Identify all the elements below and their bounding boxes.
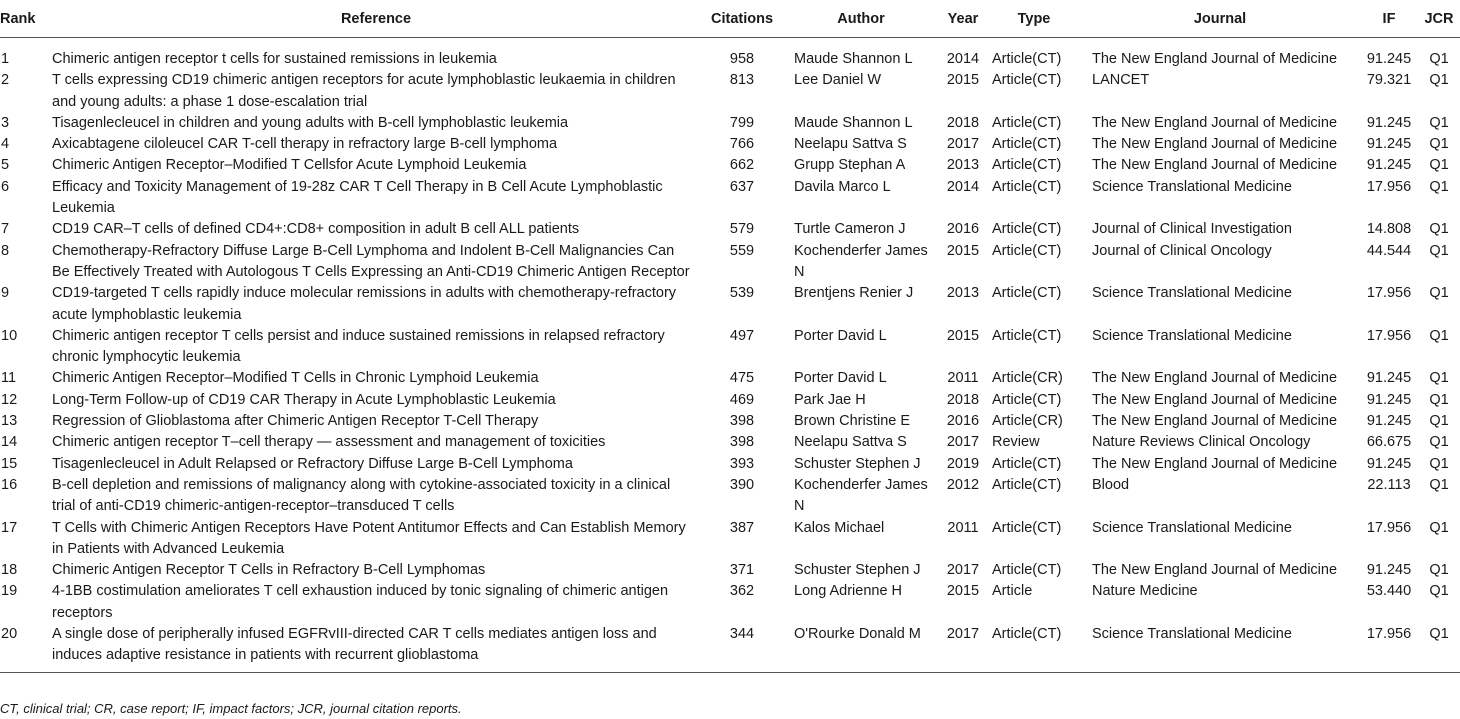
table-row bbox=[0, 475, 1460, 518]
cell-citations: 344 bbox=[729, 626, 755, 643]
cell-if: 66.675 bbox=[1366, 434, 1412, 451]
table-row bbox=[0, 581, 1460, 624]
cell-rank: 19 bbox=[1, 583, 18, 600]
table-row bbox=[0, 134, 1460, 155]
header-reference: Reference bbox=[52, 0, 700, 38]
cell-type: Article(CT) bbox=[992, 178, 1062, 195]
cell-rank: 2 bbox=[1, 72, 10, 89]
cell-author: Maude Shannon L bbox=[794, 114, 913, 131]
cell-author: Porter David L bbox=[794, 327, 887, 344]
table-row bbox=[0, 432, 1460, 453]
cell-reference: Axicabtagene ciloleucel CAR T-cell therapy in refractory large B-cell lymphoma bbox=[52, 136, 558, 153]
cell-jcr: Q1 bbox=[1429, 476, 1449, 493]
cell-citations: 398 bbox=[729, 434, 755, 451]
cell-type: Article(CT) bbox=[992, 72, 1062, 89]
cell-rank: 7 bbox=[1, 221, 10, 238]
cell-rank: 14 bbox=[1, 434, 18, 451]
cell-rank: 18 bbox=[1, 562, 18, 579]
cell-type: Article(CT) bbox=[992, 455, 1062, 472]
cell-author: Neelapu Sattva S bbox=[794, 136, 907, 153]
cell-journal: The New England Journal of Medicine bbox=[1092, 370, 1338, 387]
cell-type: Article(CT) bbox=[992, 626, 1062, 643]
table-row bbox=[0, 411, 1460, 432]
cell-author: Brown Christine E bbox=[794, 413, 911, 430]
cell-year: 2015 bbox=[946, 72, 980, 89]
cell-jcr: Q1 bbox=[1429, 391, 1449, 408]
cell-journal: Journal of Clinical Oncology bbox=[1092, 242, 1272, 259]
cell-if: 91.245 bbox=[1366, 136, 1412, 153]
cell-journal: Science Translational Medicine bbox=[1092, 178, 1292, 195]
cell-reference: A single dose of peripherally infused EGFRvIII-directed CAR T cells mediates antigen loss and induces adaptive resistance in patients with recurrent glioblastoma bbox=[52, 626, 657, 664]
table-row bbox=[0, 454, 1460, 475]
cell-year: 2017 bbox=[946, 626, 980, 643]
header-jcr: JCR bbox=[1418, 0, 1460, 38]
cell-if: 17.956 bbox=[1366, 626, 1412, 643]
cell-author: Kalos Michael bbox=[794, 519, 885, 536]
cell-reference: Chimeric Antigen Receptor–Modified T Cellsfor Acute Lymphoid Leukemia bbox=[52, 157, 527, 174]
cell-journal: Science Translational Medicine bbox=[1092, 285, 1292, 302]
cell-reference: Chimeric antigen receptor T–cell therapy — assessment and management of toxicities bbox=[52, 434, 606, 451]
cell-year: 2013 bbox=[946, 157, 980, 174]
cell-jcr: Q1 bbox=[1429, 455, 1449, 472]
cell-journal: The New England Journal of Medicine bbox=[1092, 455, 1338, 472]
cell-citations: 362 bbox=[729, 583, 755, 600]
cell-author: Kochenderfer James N bbox=[794, 242, 928, 280]
cell-reference: Chimeric antigen receptor t cells for sustained remissions in leukemia bbox=[52, 51, 497, 67]
cell-journal: Nature Medicine bbox=[1092, 583, 1198, 600]
cell-rank: 10 bbox=[1, 327, 18, 344]
cell-type: Article(CT) bbox=[992, 51, 1062, 67]
cell-jcr: Q1 bbox=[1429, 51, 1449, 67]
cell-year: 2017 bbox=[946, 434, 980, 451]
cell-jcr: Q1 bbox=[1429, 626, 1449, 643]
table-body bbox=[0, 38, 1460, 673]
cell-author: Schuster Stephen J bbox=[794, 562, 921, 579]
cell-journal: The New England Journal of Medicine bbox=[1092, 157, 1338, 174]
cell-author: Neelapu Sattva S bbox=[794, 434, 907, 451]
header-type: Type bbox=[988, 0, 1080, 38]
cell-citations: 539 bbox=[729, 285, 755, 302]
cell-year: 2018 bbox=[946, 391, 980, 408]
cell-reference: T Cells with Chimeric Antigen Receptors Have Potent Antitumor Effects and Can Establish Memory in Patients with Advanced Leukemia bbox=[52, 519, 686, 557]
cell-citations: 958 bbox=[729, 51, 755, 67]
cell-citations: 579 bbox=[729, 221, 755, 238]
cell-reference: B-cell depletion and remissions of malignancy along with cytokine-associated toxicity in a clinical trial of anti-CD19 chimeric-antigen-receptor–transduced T cells bbox=[52, 476, 671, 515]
cell-author: Maude Shannon L bbox=[794, 51, 913, 67]
cell-year: 2013 bbox=[946, 285, 980, 302]
header-if: IF bbox=[1360, 0, 1418, 38]
cell-journal: The New England Journal of Medicine bbox=[1092, 391, 1338, 408]
cell-year: 2015 bbox=[946, 583, 980, 600]
cell-type: Article(CT) bbox=[992, 519, 1062, 536]
cell-year: 2011 bbox=[947, 519, 979, 536]
cell-type: Article(CT) bbox=[992, 221, 1062, 238]
cell-author: Long Adrienne H bbox=[794, 583, 903, 600]
cell-journal: The New England Journal of Medicine bbox=[1092, 562, 1338, 579]
cell-citations: 813 bbox=[729, 72, 755, 89]
cell-year: 2017 bbox=[946, 136, 980, 153]
cell-citations: 497 bbox=[729, 327, 755, 344]
table-footnote: CT, clinical trial; CR, case report; IF, impact factors; JCR, journal citation reports. bbox=[0, 701, 462, 716]
table-row bbox=[0, 38, 1460, 71]
cell-rank: 1 bbox=[1, 51, 10, 67]
cell-year: 2016 bbox=[946, 221, 980, 238]
cell-rank: 5 bbox=[1, 157, 10, 174]
cell-rank: 9 bbox=[1, 285, 10, 302]
cell-journal: The New England Journal of Medicine bbox=[1092, 413, 1338, 430]
cell-jcr: Q1 bbox=[1429, 583, 1449, 600]
cell-jcr: Q1 bbox=[1429, 114, 1449, 131]
cell-jcr: Q1 bbox=[1429, 434, 1449, 451]
cell-jcr: Q1 bbox=[1429, 157, 1449, 174]
cell-citations: 469 bbox=[729, 391, 755, 408]
cell-journal: Science Translational Medicine bbox=[1092, 626, 1292, 643]
cell-reference: 4-1BB costimulation ameliorates T cell exhaustion induced by tonic signaling of chimeric antigen receptors bbox=[52, 583, 669, 621]
cell-year: 2015 bbox=[946, 327, 980, 344]
cell-journal: Blood bbox=[1092, 476, 1130, 493]
cell-if: 91.245 bbox=[1366, 114, 1412, 131]
cell-if: 91.245 bbox=[1366, 391, 1412, 408]
cell-year: 2019 bbox=[946, 455, 980, 472]
cell-rank: 17 bbox=[1, 519, 18, 536]
cell-citations: 799 bbox=[729, 114, 755, 131]
cell-reference: CD19-targeted T cells rapidly induce molecular remissions in adults with chemotherapy-refractory acute lymphoblastic leukemia bbox=[52, 285, 677, 323]
cell-if: 91.245 bbox=[1366, 413, 1412, 430]
cell-type: Article(CR) bbox=[992, 370, 1063, 387]
cell-reference: Chemotherapy-Refractory Diffuse Large B-Cell Lymphoma and Indolent B-Cell Malignancies Can Be Effectively Treated with Autologous T Cells Expressing an Anti-CD19 Chimeric Antigen Receptor bbox=[52, 242, 690, 280]
table-row bbox=[0, 113, 1460, 134]
cell-reference: T cells expressing CD19 chimeric antigen receptors for acute lymphoblastic leukaemia in children and young adults: a phase 1 dose-escalation trial bbox=[52, 72, 676, 110]
cell-type: Article(CT) bbox=[992, 242, 1062, 259]
cell-citations: 559 bbox=[729, 242, 755, 259]
cell-rank: 3 bbox=[1, 114, 10, 131]
header-rank: Rank bbox=[0, 0, 52, 38]
cell-author: Turtle Cameron J bbox=[794, 221, 906, 238]
cell-if: 91.245 bbox=[1366, 370, 1412, 387]
cell-jcr: Q1 bbox=[1429, 72, 1449, 89]
table-row bbox=[0, 283, 1460, 326]
cell-jcr: Q1 bbox=[1429, 136, 1449, 153]
table-row bbox=[0, 70, 1460, 113]
cell-citations: 475 bbox=[729, 370, 755, 387]
cell-journal: The New England Journal of Medicine bbox=[1092, 136, 1338, 153]
cell-year: 2014 bbox=[946, 51, 980, 67]
cell-author: Porter David L bbox=[794, 370, 887, 387]
cell-year: 2018 bbox=[946, 114, 980, 131]
table-row bbox=[0, 368, 1460, 389]
cell-if: 17.956 bbox=[1366, 178, 1412, 195]
cell-year: 2016 bbox=[946, 413, 980, 430]
cell-if: 17.956 bbox=[1366, 519, 1412, 536]
cell-type: Article(CT) bbox=[992, 114, 1062, 131]
cell-author: Grupp Stephan A bbox=[794, 157, 906, 174]
table-row bbox=[0, 219, 1460, 240]
cell-if: 17.956 bbox=[1366, 285, 1412, 302]
cell-type: Article(CT) bbox=[992, 327, 1062, 344]
cell-citations: 662 bbox=[729, 157, 755, 174]
cell-year: 2012 bbox=[946, 476, 980, 493]
cell-jcr: Q1 bbox=[1429, 285, 1449, 302]
cell-citations: 398 bbox=[729, 413, 755, 430]
cell-rank: 6 bbox=[1, 178, 10, 195]
cell-rank: 20 bbox=[1, 626, 18, 643]
cell-type: Article bbox=[992, 583, 1033, 600]
cell-reference: Chimeric Antigen Receptor T Cells in Refractory B-Cell Lymphomas bbox=[52, 562, 486, 579]
cell-type: Article(CT) bbox=[992, 157, 1062, 174]
table-header bbox=[0, 0, 1460, 38]
table-row bbox=[0, 560, 1460, 581]
cell-author: Park Jae H bbox=[794, 391, 866, 408]
cell-jcr: Q1 bbox=[1429, 370, 1449, 387]
table-row bbox=[0, 177, 1460, 220]
cell-author: Brentjens Renier J bbox=[794, 285, 914, 302]
cell-type: Article(CT) bbox=[992, 285, 1062, 302]
cell-jcr: Q1 bbox=[1429, 221, 1449, 238]
cell-reference: CD19 CAR–T cells of defined CD4+:CD8+ composition in adult B cell ALL patients bbox=[52, 221, 580, 238]
cell-year: 2011 bbox=[947, 370, 979, 387]
cell-jcr: Q1 bbox=[1429, 562, 1449, 579]
cell-author: O'Rourke Donald M bbox=[794, 626, 921, 643]
cell-journal: The New England Journal of Medicine bbox=[1092, 51, 1338, 67]
cell-reference: Long-Term Follow-up of CD19 CAR Therapy in Acute Lymphoblastic Leukemia bbox=[52, 391, 556, 408]
cell-journal: Science Translational Medicine bbox=[1092, 519, 1292, 536]
cell-type: Article(CT) bbox=[992, 136, 1062, 153]
cell-year: 2015 bbox=[946, 242, 980, 259]
table-row bbox=[0, 624, 1460, 672]
cell-author: Kochenderfer James N bbox=[794, 476, 928, 515]
cell-citations: 766 bbox=[729, 136, 755, 153]
cell-rank: 15 bbox=[1, 455, 18, 472]
cell-author: Schuster Stephen J bbox=[794, 455, 921, 472]
cell-jcr: Q1 bbox=[1429, 413, 1449, 430]
cell-if: 44.544 bbox=[1366, 242, 1412, 259]
cell-rank: 13 bbox=[1, 413, 18, 430]
cell-if: 91.245 bbox=[1366, 562, 1412, 579]
header-author: Author bbox=[784, 0, 938, 38]
cell-if: 53.440 bbox=[1366, 583, 1412, 600]
cell-rank: 11 bbox=[1, 370, 17, 387]
cell-type: Article(CR) bbox=[992, 413, 1063, 430]
cell-author: Davila Marco L bbox=[794, 178, 891, 195]
cell-journal: The New England Journal of Medicine bbox=[1092, 114, 1338, 131]
cell-reference: Chimeric antigen receptor T cells persist and induce sustained remissions in relapsed refractory chronic lymphocytic leukemia bbox=[52, 327, 665, 366]
cell-reference: Chimeric Antigen Receptor–Modified T Cells in Chronic Lymphoid Leukemia bbox=[52, 370, 539, 387]
cell-if: 91.245 bbox=[1366, 455, 1412, 472]
table-row bbox=[0, 241, 1460, 284]
cell-rank: 16 bbox=[1, 476, 18, 493]
cell-year: 2014 bbox=[946, 178, 980, 195]
cell-journal: Science Translational Medicine bbox=[1092, 327, 1292, 344]
table-row bbox=[0, 326, 1460, 369]
cell-jcr: Q1 bbox=[1429, 178, 1449, 195]
table-row bbox=[0, 518, 1460, 561]
cell-reference: Tisagenlecleucel in Adult Relapsed or Refractory Diffuse Large B-Cell Lymphoma bbox=[52, 455, 573, 472]
cell-citations: 371 bbox=[729, 562, 755, 579]
cell-journal: LANCET bbox=[1092, 72, 1150, 89]
cell-type: Review bbox=[992, 434, 1040, 451]
cell-citations: 390 bbox=[729, 476, 755, 493]
cell-author: Lee Daniel W bbox=[794, 72, 882, 89]
cell-citations: 387 bbox=[729, 519, 755, 536]
cell-if: 79.321 bbox=[1366, 72, 1412, 89]
cell-type: Article(CT) bbox=[992, 476, 1062, 493]
header-journal: Journal bbox=[1080, 0, 1360, 38]
cell-rank: 8 bbox=[1, 242, 10, 259]
cell-if: 17.956 bbox=[1366, 327, 1412, 344]
cell-journal: Journal of Clinical Investigation bbox=[1092, 221, 1292, 238]
table-row bbox=[0, 155, 1460, 176]
cell-jcr: Q1 bbox=[1429, 519, 1449, 536]
cell-citations: 393 bbox=[729, 455, 755, 472]
table-row bbox=[0, 390, 1460, 411]
cell-if: 22.113 bbox=[1367, 476, 1411, 493]
cell-if: 91.245 bbox=[1366, 157, 1412, 174]
cell-if: 91.245 bbox=[1366, 51, 1412, 67]
cell-rank: 12 bbox=[1, 391, 18, 408]
cell-jcr: Q1 bbox=[1429, 327, 1449, 344]
header-row bbox=[0, 0, 1460, 38]
header-citations: Citations bbox=[700, 0, 784, 38]
cell-reference: Tisagenlecleucel in children and young adults with B-cell lymphoblastic leukemia bbox=[52, 114, 569, 131]
cell-citations: 637 bbox=[729, 178, 755, 195]
cell-jcr: Q1 bbox=[1429, 242, 1449, 259]
cell-rank: 4 bbox=[1, 136, 10, 153]
cell-type: Article(CT) bbox=[992, 391, 1062, 408]
cell-journal: Nature Reviews Clinical Oncology bbox=[1092, 434, 1311, 451]
cell-reference: Regression of Glioblastoma after Chimeric Antigen Receptor T-Cell Therapy bbox=[52, 413, 539, 430]
header-year: Year bbox=[938, 0, 988, 38]
cell-type: Article(CT) bbox=[992, 562, 1062, 579]
cell-reference: Efficacy and Toxicity Management of 19-28z CAR T Cell Therapy in B Cell Acute Lymphoblastic Leukemia bbox=[52, 178, 663, 217]
cell-if: 14.808 bbox=[1366, 221, 1412, 238]
cell-year: 2017 bbox=[946, 562, 980, 579]
